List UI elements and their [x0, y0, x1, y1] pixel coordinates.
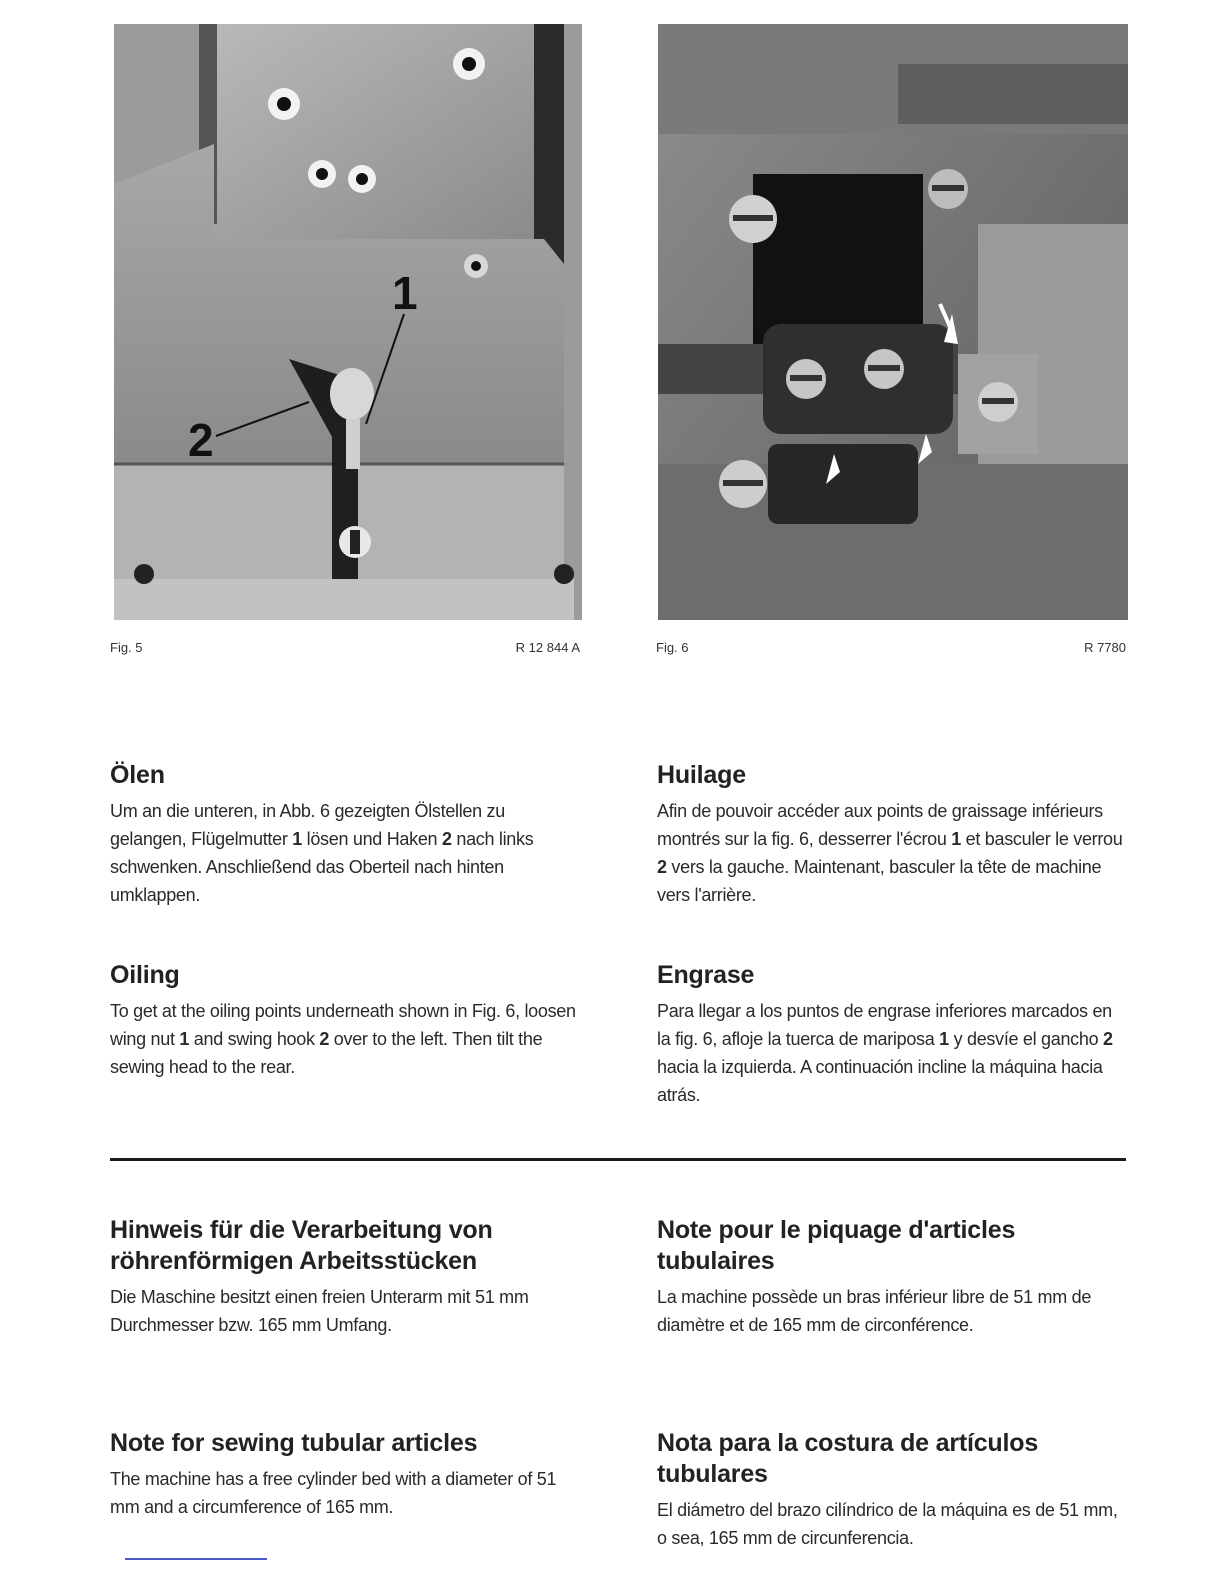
figure-6-label: Fig. 6 — [656, 640, 689, 655]
section-title: Engrase — [657, 961, 755, 989]
footer-rule — [125, 1558, 267, 1560]
section-title: Ölen — [110, 761, 165, 789]
section-title: Hinweis für die Verarbeitung von röhrenförmigen Arbeitsstücken — [110, 1216, 493, 1275]
section-oiling — [110, 960, 582, 1081]
figure-5-ref: R 12 844 A — [515, 640, 580, 655]
section-nota-es — [657, 1428, 1127, 1552]
section-engrase — [657, 960, 1129, 1109]
section-body: Para llegar a los puntos de engrase inferiores marcados en la fig. 6, afloje la tuerca de mariposa 1 y desvíe el gancho 2 hacia la izquierda. A continuación incline la máquina hacia atrás. — [657, 1001, 1113, 1105]
figure-5-label: Fig. 5 — [110, 640, 143, 655]
section-body: Die Maschine besitzt einen freien Unterarm mit 51 mm Durchmesser bzw. 165 mm Umfang. — [110, 1287, 529, 1335]
section-note-fr — [657, 1215, 1127, 1339]
section-body: El diámetro del brazo cilíndrico de la máquina es de 51 mm, o sea, 165 mm de circunferencia. — [657, 1500, 1118, 1548]
section-body: Um an die unteren, in Abb. 6 gezeigten Ölstellen zu gelangen, Flügelmutter 1 lösen und Haken 2 nach links schwenken. Anschließend das Oberteil nach hinten umklappen. — [110, 801, 534, 905]
section-body: Afin de pouvoir accéder aux points de graissage inférieurs montrés sur la fig. 6, desserrer l'écrou 1 et basculer le verrou 2 vers la gauche. Maintenant, basculer la tête de machine vers l'arrière. — [657, 801, 1123, 905]
section-title: Nota para la costura de artículos tubulares — [657, 1429, 1039, 1488]
sewing-machine-base-illustration — [114, 24, 582, 620]
section-body: La machine possède un bras inférieur libre de 51 mm de diamètre et de 165 mm de circonférence. — [657, 1287, 1092, 1335]
figure-5-photo — [114, 24, 582, 620]
section-title: Note pour le piquage d'articles tubulaires — [657, 1216, 1016, 1275]
section-title: Note for sewing tubular articles — [110, 1429, 478, 1457]
figure-6-ref: R 7780 — [1084, 640, 1126, 655]
section-huilage — [657, 760, 1129, 909]
section-divider — [110, 1158, 1126, 1161]
section-oelen — [110, 760, 582, 909]
section-title: Oiling — [110, 961, 180, 989]
oiling-points-illustration — [658, 24, 1128, 620]
section-hinweis — [110, 1215, 560, 1339]
section-body: To get at the oiling points underneath shown in Fig. 6, loosen wing nut 1 and swing hook 2 over to the left. Then tilt the sewing head to the rear. — [110, 1001, 576, 1077]
figure-6-photo — [658, 24, 1128, 620]
callout-1-label: 1 — [392, 267, 418, 319]
callout-2-label: 2 — [188, 414, 214, 466]
section-title: Huilage — [657, 761, 746, 789]
section-body: The machine has a free cylinder bed with a diameter of 51 mm and a circumference of 165 mm. — [110, 1469, 557, 1517]
section-note-en — [110, 1428, 582, 1521]
